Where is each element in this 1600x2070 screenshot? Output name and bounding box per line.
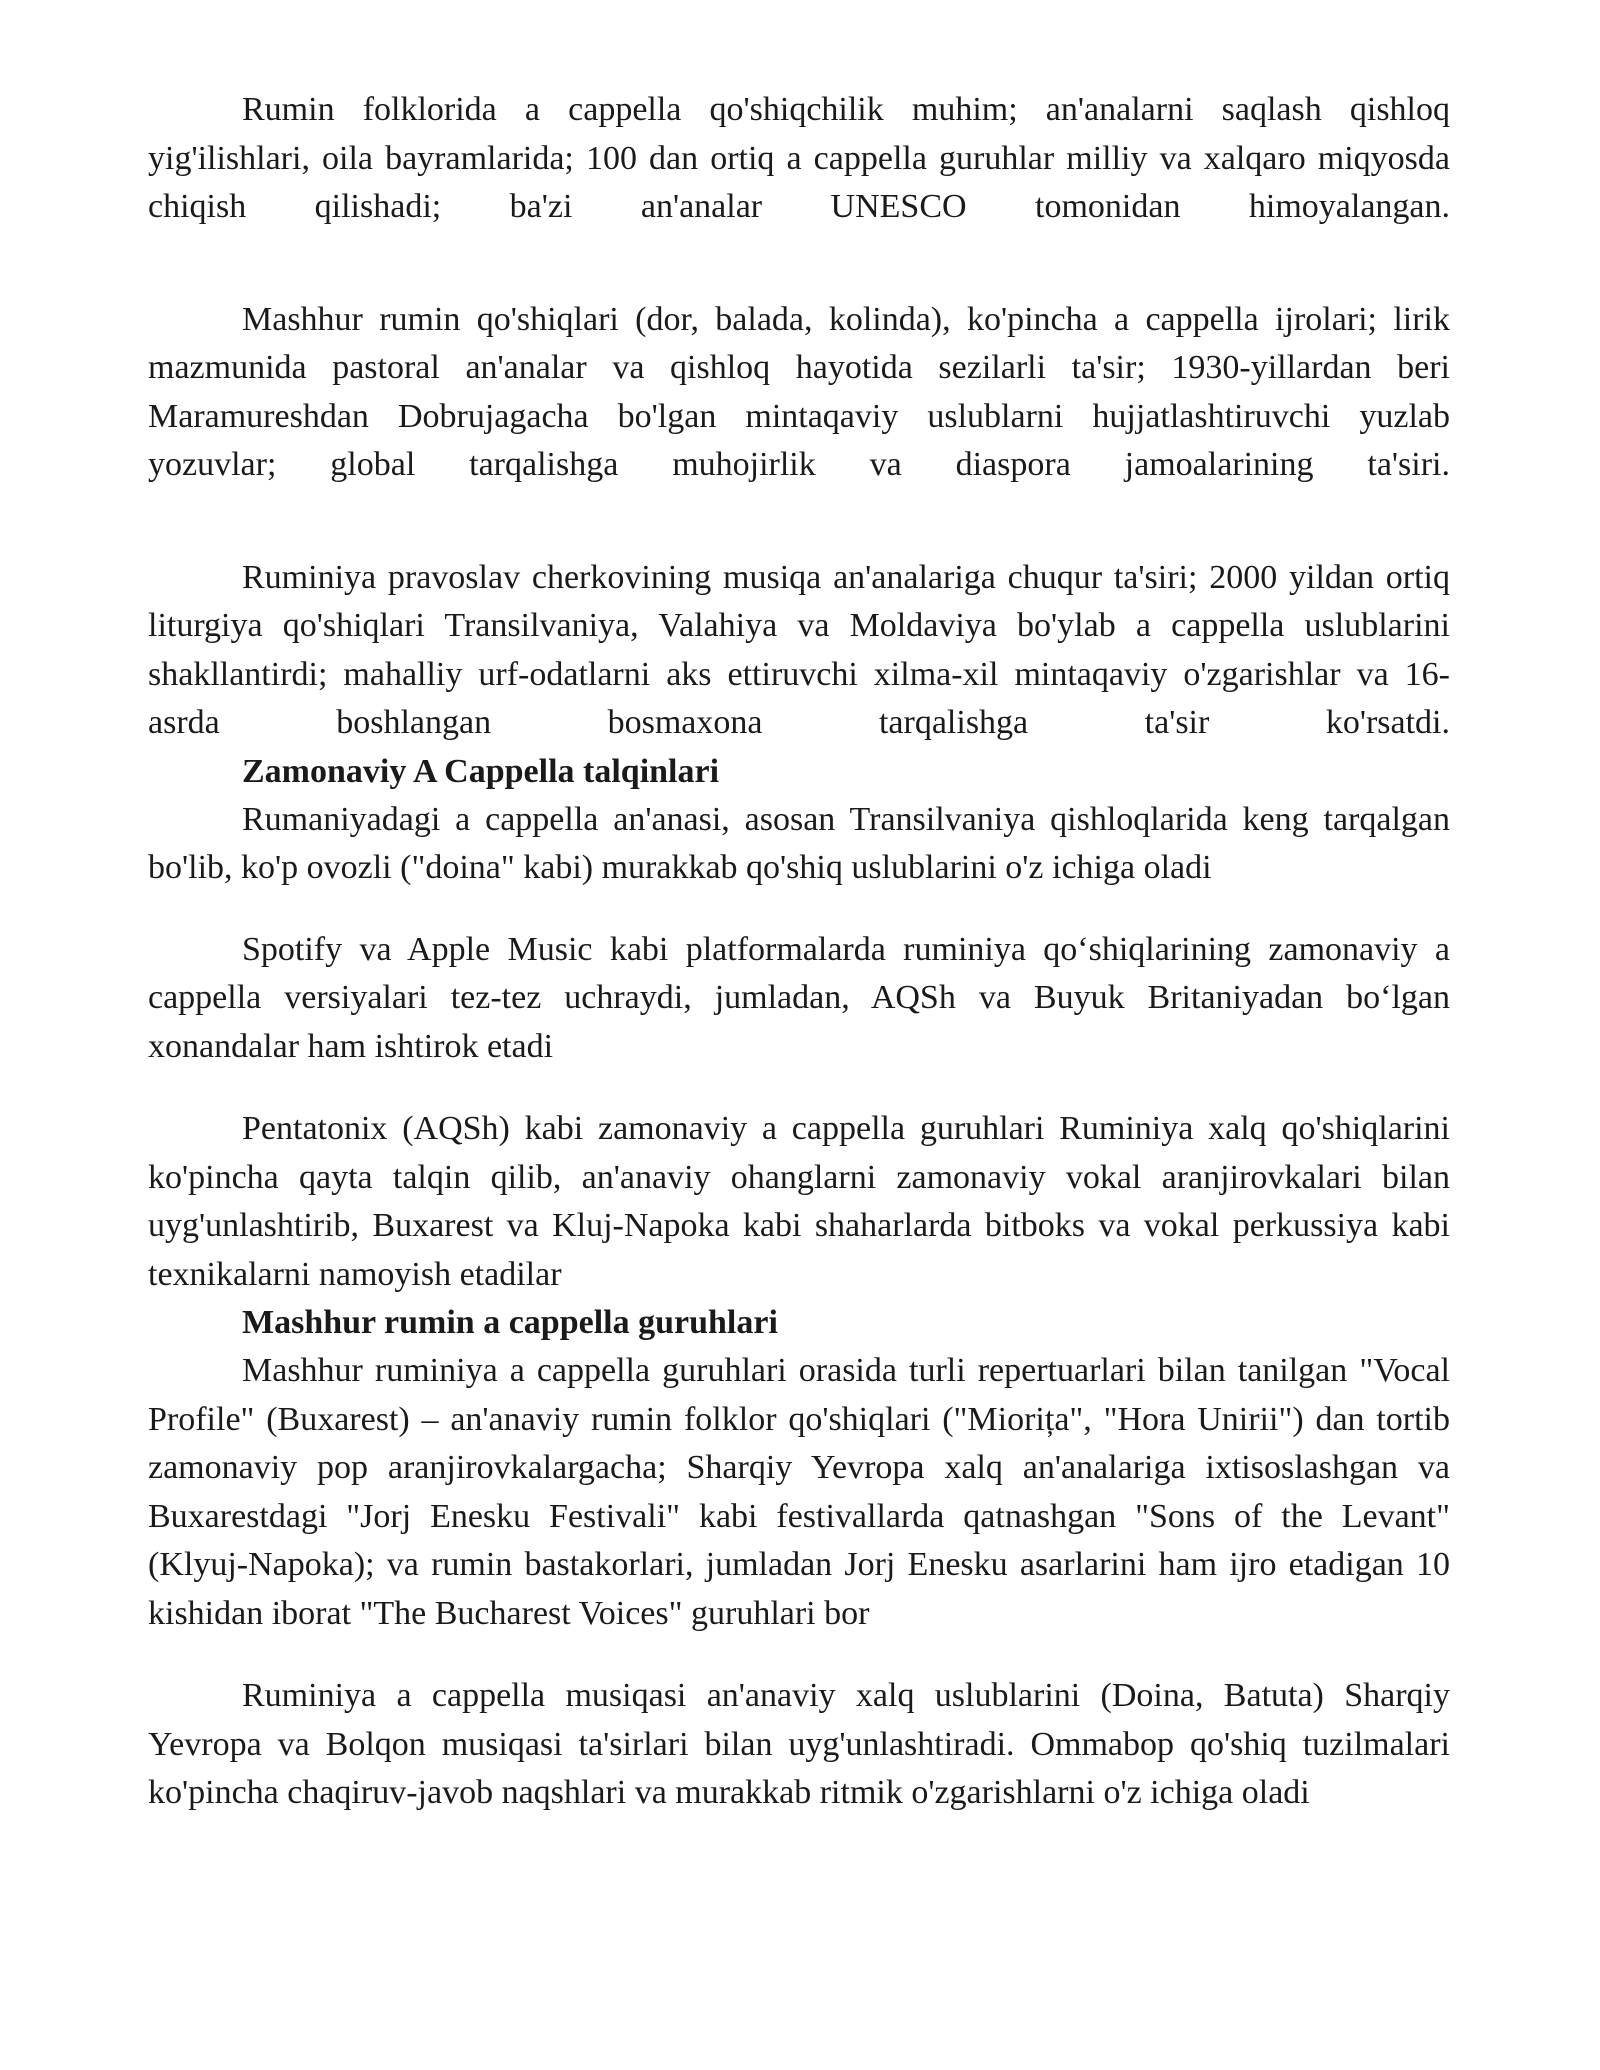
- paragraph-pentatonix: Pentatonix (AQSh) kabi zamonaviy a cappella guruhlari Ruminiya xalq qo'shiqlarini ko'pincha qayta talqin qilib, an'anaviy ohanglarni zamonaviy vokal aranjirovkalari bilan uyg'unlashtirib, Buxarest va Kluj-Napoka kabi shaharlarda bitboks va vokal perkussiya kabi texnikalarni namoyish etadilar: [148, 1110, 1450, 1293]
- paragraph-orthodox-church: Ruminiya pravoslav cherkovining musiqa an'analariga chuqur ta'siri; 2000 yildan ortiq liturgiya qo'shiqlari Transilvaniya, Valahiya va Moldaviya bo'ylab a cappella uslublarini shakllantirdi; mahalliy urf-odatlarni aks ettiruvchi xilma-xil mintaqaviy o'zgarishlar va 16-asrda boshlangan bosmaxona tarqalishga ta'sir ko'rsatdi.: [148, 558, 1450, 741]
- paragraph-folk-styles: Ruminiya a cappella musiqasi an'anaviy xalq uslublarini (Doina, Batuta) Sharqiy Yevropa va Bolqon musiqasi ta'sirlari bilan uyg'unlashtiradi. Ommabop qo'shiq tuzilmalari ko'pincha chaqiruv-javob naqshlari va murakkab ritmik o'zgarishlarni o'z ichiga oladi: [148, 1677, 1450, 1811]
- document-page: [148, 86, 1450, 1818]
- paragraph-streaming-platforms: Spotify va Apple Music kabi platformalarda ruminiya qo‘shiqlarining zamonaviy a cappella versiyalari tez-tez uchraydi, jumladan, AQSh va Buyuk Britaniyadan bo‘lgan xonandalar ham ishtirok etadi: [148, 930, 1450, 1065]
- heading-famous-groups: Mashhur rumin a cappella guruhlari: [242, 1304, 778, 1341]
- heading-modern-interpretations: Zamonaviy A Cappella talqinlari: [242, 752, 720, 790]
- paragraph-folklore-acappella: Rumin folklorida a cappella qo'shiqchilik muhim; an'analarni saqlash qishloq yig'ilishlari, oila bayramlarida; 100 dan ortiq a cappella guruhlar milliy va xalqaro miqyosda chiqish qilishadi; ba'zi an'analar UNESCO tomonidan himoyalangan.: [148, 91, 1450, 225]
- paragraph-famous-groups: Mashhur ruminiya a cappella guruhlari orasida turli repertuarlari bilan tanilgan "Vocal Profile" (Buxarest) – an'anaviy rumin folklor qo'shiqlari ("Miorița", "Hora Unirii") dan tortib zamonaviy pop aranjirovkalargacha; Sharqiy Yevropa xalq an'analariga ixtisoslashgan va Buxarestdagi "Jorj Enesku Festivali" kabi festivallarda qatnashgan "Sons of the Levant" (Klyuj-Napoka); va rumin bastakorlari, jumladan Jorj Enesku asarlarini ham ijro etadigan 10 kishidan iborat "The Bucharest Voices" guruhlari bor: [148, 1352, 1450, 1632]
- paragraph-romanian-songs: Mashhur rumin qo'shiqlari (dor, balada, kolinda), ko'pincha a cappella ijrolari; lirik mazmunida pastoral an'analar va qishloq hayotida sezilarli ta'sir; 1930-yillardan beri Maramureshdan Dobrujagacha bo'lgan mintaqaviy uslublarni hujjatlashtiruvchi yuzlab yozuvlar; global tarqalishga muhojirlik va diaspora jamoalarining ta'siri.: [148, 300, 1450, 483]
- paragraph-transylvania-tradition: Rumaniyadagi a cappella an'anasi, asosan Transilvaniya qishloqlarida keng tarqalgan bo'lib, ko'p ovozli ("doina" kabi) murakkab qo'shiq uslublarini o'z ichiga oladi: [148, 800, 1450, 886]
